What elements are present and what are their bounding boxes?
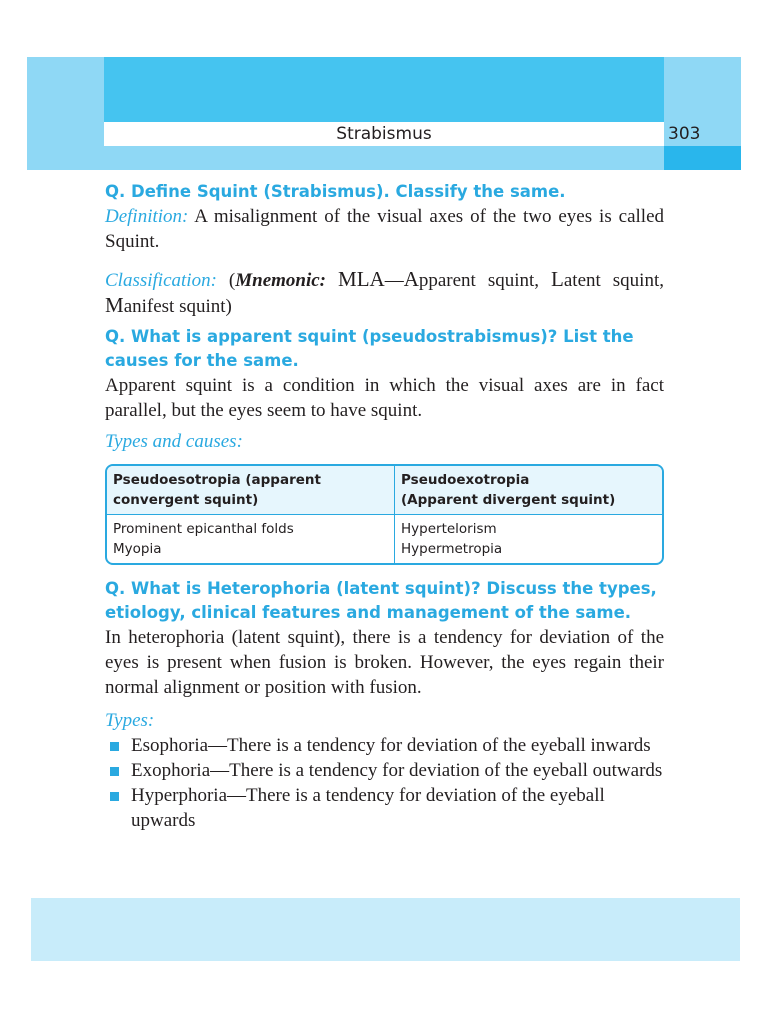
table-header-cell [395,466,662,514]
square-bullet-icon [110,767,119,776]
question-heterophoria: Q. What is Heterophoria (latent squint)? Discuss the types, etiology, clinical features and management of the same. [105,579,657,622]
mnemonic-label: Mnemonic: [235,270,327,291]
list-item [105,758,664,783]
square-bullet-icon [110,792,119,801]
table-header-line: convergent squint) [113,492,259,508]
table-cell [107,515,395,563]
table-header-line: (Apparent divergent squint) [401,492,616,508]
list-item-text: Esophoria—There is a tendency for deviation of the eyeball inwards [131,735,651,756]
heterophoria-types-list [105,733,664,833]
classification-item-1-rest: pparent squint, [418,270,540,291]
page-content [105,178,664,833]
list-item-text: Exophoria—There is a tendency for deviation of the eyeball outwards [131,760,663,781]
classification-label: Classification: [105,270,217,291]
header-right-stripe [664,146,741,170]
mnemonic-key: MLA [338,267,385,291]
classification-item-3-initial: M [105,293,124,317]
definition-label: Definition: [105,206,189,227]
table-header-line: Pseudoesotropia (apparent [113,472,321,488]
header-accent-block [104,57,664,122]
table-header-line: Pseudoexotropia [401,472,530,488]
types-and-causes-label: Types and causes: [105,431,243,452]
question-define-squint: Q. Define Squint (Strabismus). Classify the same. [105,182,566,201]
types-label: Types: [105,710,155,731]
table-header-cell [107,466,395,514]
classification-item-1-initial: A [403,267,419,291]
table-cell-line: Prominent epicanthal folds [113,521,294,537]
classification-paragraph: Classification: (Mnemonic: MLA—Apparent squint, Latent squint, Manifest squint) [105,267,664,317]
classification-item-3-rest: anifest squint [123,296,226,317]
classification-item-2-initial: L [551,267,564,291]
definition-text: A misalignment of the visual axes of the two eyes is called Squint. [105,206,664,252]
table-header-row [107,466,662,514]
square-bullet-icon [110,742,119,751]
list-item [105,783,664,833]
table-cell-line: Hypermetropia [401,541,503,557]
list-item-text: Hyperphoria—There is a tendency for deviation of the eyeball upwards [131,785,605,831]
list-item [105,733,664,758]
table-row [107,514,662,563]
pseudostrabismus-table [105,464,664,565]
page-number: 303 [668,124,701,144]
classification-item-2-rest: atent squint, [563,270,664,291]
running-title: Strabismus [336,124,432,144]
table-cell [395,515,662,563]
apparent-squint-paragraph: Apparent squint is a condition in which the visual axes are in fact parallel, but the eyes seem to have squint. [105,375,664,421]
definition-paragraph [105,204,664,254]
question-apparent-squint: Q. What is apparent squint (pseudostrabismus)? List the causes for the same. [105,327,634,370]
table-cell-line: Hypertelorism [401,521,497,537]
table-cell-line: Myopia [113,541,162,557]
heterophoria-paragraph: In heterophoria (latent squint), there is a tendency for deviation of the eyes is present when fusion is broken. However, the eyes regain their normal alignment or position with fusion. [105,627,664,698]
footer-band [31,898,740,961]
